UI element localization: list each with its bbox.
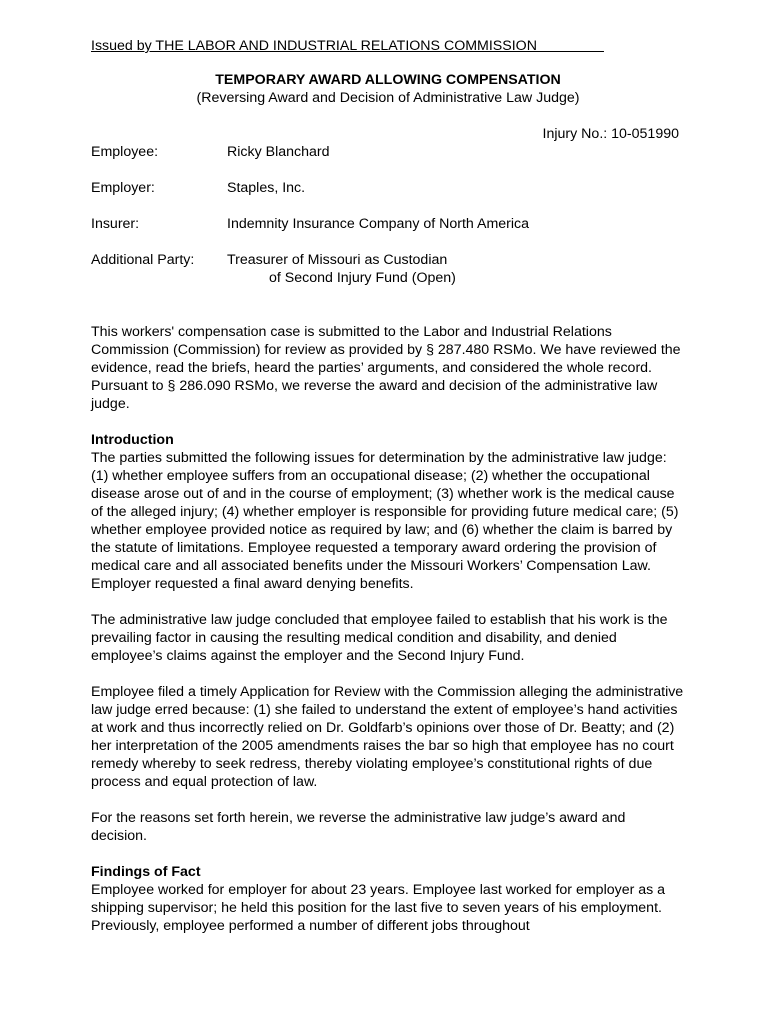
injury-number: Injury No.: 10-051990 xyxy=(542,126,679,142)
additional-party-row xyxy=(91,251,685,287)
issued-by-header: Issued by THE LABOR AND INDUSTRIAL RELATIONS COMMISSION xyxy=(91,38,604,54)
additional-party-line-1: Treasurer of Missouri as Custodian xyxy=(227,252,448,268)
insurer-label: Insurer: xyxy=(91,216,140,232)
additional-party-line-2: of Second Injury Fund (Open) xyxy=(269,270,456,286)
findings-of-fact-heading: Findings of Fact xyxy=(91,864,201,880)
document-page xyxy=(91,37,685,935)
employee-value: Ricky Blanchard xyxy=(227,144,330,160)
employer-value: Staples, Inc. xyxy=(227,180,306,196)
submission-paragraph: This workers' compensation case is submitted to the Labor and Industrial Relations Commission (Commission) for review as provided by § 287.480 RSMo. We have reviewed the evidence, read the briefs, heard the parties’ arguments, and considered the whole record. Pursuant to § 286.090 RSMo, we reverse the award and decision of the administrative law judge. xyxy=(91,324,681,412)
additional-party-label: Additional Party: xyxy=(91,252,195,268)
additional-party-value xyxy=(227,251,685,287)
award-title: TEMPORARY AWARD ALLOWING COMPENSATION xyxy=(215,72,561,88)
findings-paragraph: Employee worked for employer for about 23 years. Employee last worked for employer as a shipping supervisor; he held this position for the last five to seven years of his employment. Previously, employee performed a number of different jobs throughout xyxy=(91,882,666,934)
application-for-review-paragraph: Employee filed a timely Application for Review with the Commission alleging the administrative law judge erred because: (1) she failed to understand the extent of employee’s hand activities at work and thus incorrectly relied on Dr. Goldfarb’s opinions over those of Dr. Beatty; and (2) her interpretation of the 2005 amendments raises the bar so high that employee has no court remedy whereby to seek redress, thereby violating employee’s constitutional rights of due process and equal protection of law. xyxy=(91,684,684,790)
employer-label: Employer: xyxy=(91,180,155,196)
employee-label: Employee: xyxy=(91,144,159,160)
insurer-row xyxy=(91,215,685,233)
alj-conclusion-paragraph: The administrative law judge concluded that employee failed to establish that his work is the prevailing factor in causing the resulting medical condition and disability, and denied employee’s claims against the employer and the Second Injury Fund. xyxy=(91,612,668,664)
employer-row xyxy=(91,179,685,197)
award-subtitle: (Reversing Award and Decision of Administrative Law Judge) xyxy=(196,90,580,106)
insurer-value: Indemnity Insurance Company of North America xyxy=(227,216,530,232)
issues-paragraph: The parties submitted the following issues for determination by the administrative law judge: (1) whether employee suffers from an occupational disease; (2) whether the occupational disease arose out of and in the course of employment; (3) whether work is the medical cause of the alleged injury; (4) whether employer is responsible for providing future medical care; (5) whether employee provided notice as required by law; and (6) whether the claim is barred by the statute of limitations. Employee requested a temporary award ordering the provision of medical care and all associated benefits under the Missouri Workers’ Compensation Law. Employer requested a final award denying benefits. xyxy=(91,450,679,592)
introduction-heading: Introduction xyxy=(91,432,174,448)
employee-row xyxy=(91,143,685,161)
reversal-paragraph: For the reasons set forth herein, we reverse the administrative law judge’s award and decision. xyxy=(91,810,626,844)
